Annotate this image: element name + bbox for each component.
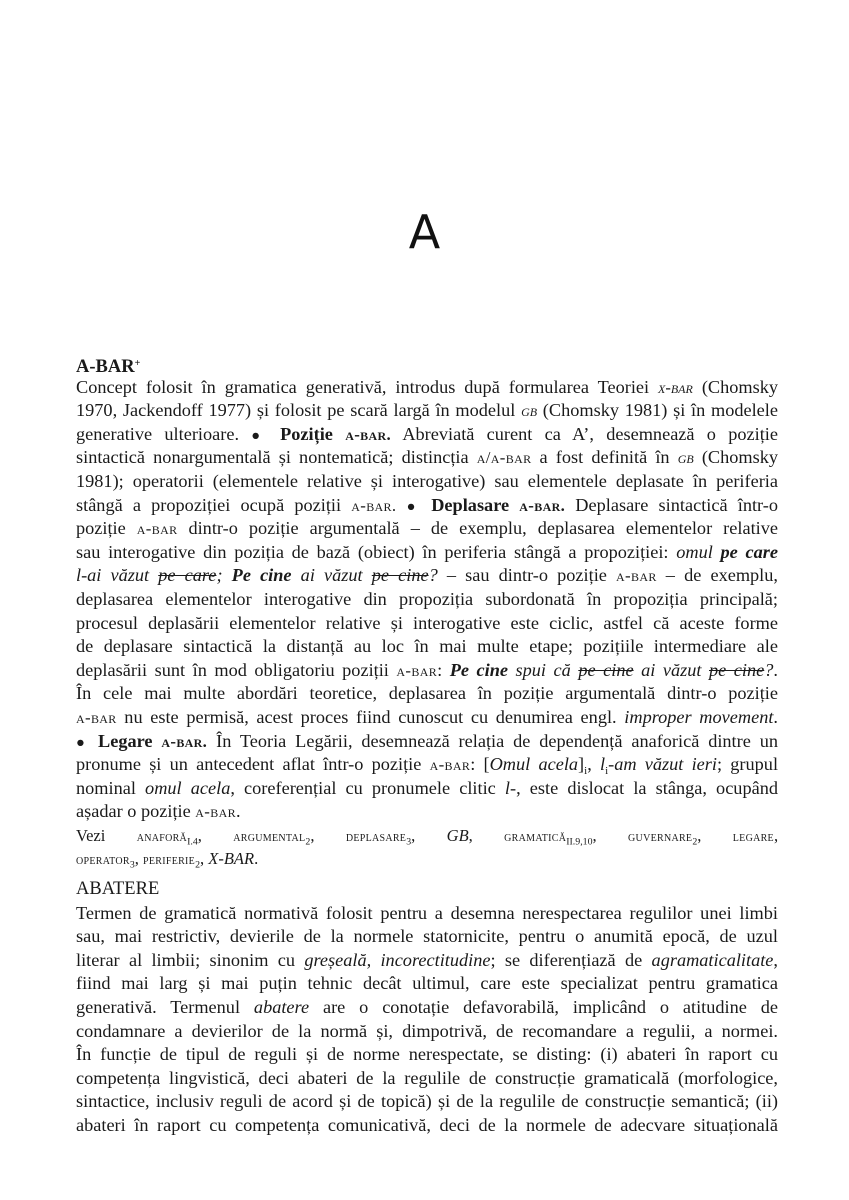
text-line: [76, 541, 778, 565]
text-run: În Teoria Legării, desemnează relația de dependență anaforică dintre un: [207, 730, 778, 751]
text-run: pronume și un antecedent aflat într-o poziție: [76, 754, 430, 775]
sense-index: i: [605, 764, 609, 777]
text-run: l-: [504, 777, 517, 798]
sense-index: I.4: [187, 836, 198, 848]
text-run: [396, 495, 406, 515]
text-run: Termen de gramatică normativă folosit pentru a desemna nerespectarea regulilor unei limbi: [76, 902, 778, 923]
text-run: [333, 424, 345, 444]
cross-reference-term: a-bar: [616, 566, 657, 586]
text-line: [76, 517, 778, 541]
see-also-references: [76, 824, 778, 870]
entry-headword: [76, 352, 778, 376]
text-line: [76, 376, 778, 400]
headword-text: ABATERE: [76, 879, 160, 899]
text-run: ,: [197, 825, 234, 845]
struck-trace: pe care: [158, 565, 217, 586]
sense-index: II.9,10: [566, 836, 593, 848]
text-run: GB: [446, 825, 469, 845]
cross-reference-term: a-bar: [396, 660, 438, 680]
text-run: – sau dintr-o poziție: [437, 565, 617, 586]
text-line: [76, 753, 778, 777]
cross-reference-term: a-bar: [136, 519, 178, 539]
bullet-icon: ●: [406, 498, 422, 515]
cross-reference-term: a/a-bar: [476, 448, 532, 468]
cross-reference-term: x-bar: [658, 377, 693, 397]
text-run: Legare: [98, 730, 153, 751]
cross-reference-term: gb: [521, 401, 538, 421]
text-line: [76, 1090, 778, 1114]
text-run: ai văzut: [633, 659, 710, 680]
text-line: [76, 446, 778, 470]
entry-body: [76, 902, 778, 1138]
text-run: greșeală, incorectitudine: [304, 949, 491, 970]
bullet-icon: ●: [76, 734, 90, 751]
text-run: (Chomsky 1981) și în modelele: [537, 400, 778, 421]
text-run: competența lingvistică, deci abateri de la regulile de construcție gramaticală (morfologice,: [76, 1067, 778, 1088]
text-run: ,: [200, 848, 209, 868]
text-run: stângă a propoziției ocupă poziții: [76, 494, 352, 515]
text-line: [76, 1114, 778, 1138]
text-run: fiind mai larg și mai puțin tehnic decât ultimul, care este specializat pentru gramatica: [76, 973, 778, 994]
sense-index: 2: [195, 859, 201, 871]
text-run: ,: [697, 825, 733, 845]
text-run: are o conotație defavorabilă, implicând o atitudine de: [309, 996, 778, 1017]
text-line: [76, 588, 778, 612]
text-run: ,: [468, 825, 505, 845]
text-run: , coreferențial cu pronumele clitic: [230, 777, 505, 798]
cross-reference-term: a-bar: [76, 707, 117, 727]
text-run: .: [254, 848, 259, 868]
text-run: .: [773, 659, 778, 680]
text-run: ai văzut: [291, 565, 372, 586]
text-line: [76, 612, 778, 636]
cross-reference-term: gb: [677, 448, 694, 468]
entry-headword: [76, 878, 778, 902]
text-run: ,: [411, 825, 447, 845]
cross-reference-term: guvernare: [628, 828, 693, 845]
text-line: [76, 423, 778, 447]
text-run: ,: [773, 949, 778, 970]
struck-trace: pe cine: [578, 659, 634, 680]
cross-reference-term: a-bar.: [345, 424, 392, 444]
text-run: sau, mai restrictiv, devierile de la normele statornicite, pentru o anumită epocă, de uzul: [76, 926, 778, 947]
text-run: omul acela: [145, 777, 231, 798]
text-run: omul: [676, 541, 721, 562]
text-run: (Chomsky: [692, 376, 778, 397]
cross-reference-term: periferie: [143, 851, 196, 868]
dictionary-entry-a-bar: [76, 352, 778, 870]
text-line: [76, 972, 778, 996]
text-line: [76, 902, 778, 926]
cross-reference-term: a-bar: [195, 802, 236, 822]
headword-mark: +: [134, 358, 141, 369]
text-run: ?: [428, 565, 438, 586]
text-run: deplasării sunt în mod obligatoriu poziții: [76, 659, 397, 680]
text-run: l: [600, 754, 606, 775]
text-line: [76, 1020, 778, 1044]
text-run: Deplasare sintactică într-o: [565, 494, 779, 515]
text-run: 1970, Jackendoff 1977) și folosit pe scară largă în modelul: [76, 400, 522, 421]
text-line: [76, 949, 778, 973]
text-run: [421, 495, 431, 515]
text-line: [76, 682, 778, 706]
text-line: [76, 399, 778, 423]
text-run: agramaticalitate: [651, 949, 774, 970]
text-run: ,: [134, 848, 144, 868]
text-run: sau interogative din poziția de bază (obiect) în periferia stângă a propoziției:: [76, 541, 677, 562]
cross-reference-term: a-bar.: [161, 731, 208, 751]
text-line: [76, 659, 778, 683]
cross-reference-term: deplasare: [345, 828, 407, 845]
text-run: În funcție de tipul de reguli și de norme nerespectate, se disting: (i) abateri în raport cu: [76, 1044, 778, 1065]
sense-index: i: [584, 764, 588, 777]
text-run: a fost definită în: [531, 447, 678, 468]
cross-reference-term: legare: [732, 828, 774, 845]
text-run: literar al limbii; sinonim cu: [76, 949, 305, 970]
text-line: [76, 635, 778, 659]
text-run: dintr-o poziție argumentală – de exemplu, deplasarea elementelor relative: [177, 518, 778, 539]
text-run: Vezi: [76, 825, 137, 845]
text-run: sintactică nonargumentală și nontematică; distincția: [76, 447, 477, 468]
text-run: 1981); operatorii (elementele relative și interogative) sau elementele deplasate în periferia: [76, 470, 778, 491]
text-run: -am văzut ieri: [608, 754, 717, 775]
struck-trace: pe cine: [371, 565, 429, 586]
text-run: poziție: [76, 518, 137, 539]
text-run: Concept folosit în gramatica generativă, introdus după formularea Teoriei: [76, 376, 659, 397]
text-run: ; grupul: [717, 754, 779, 775]
text-run: deplasarea elementelor interogative din propoziția subordonată în propoziția principală;: [76, 588, 778, 609]
text-run: pe care: [720, 541, 778, 562]
text-run: Pe cine: [449, 659, 508, 680]
text-run: X-BAR: [208, 848, 255, 868]
text-run: Pe cine: [231, 565, 292, 586]
text-run: În cele mai multe abordări teoretice, deplasarea în poziție argumentală dintr-o poziție: [76, 683, 778, 704]
text-run: – de exemplu,: [656, 565, 778, 586]
text-line: [76, 1043, 778, 1067]
text-run: Deplasare: [431, 494, 510, 515]
sense-index: 3: [406, 836, 412, 848]
text-line: [76, 777, 778, 801]
text-line: [76, 925, 778, 949]
text-run: .: [773, 706, 778, 727]
text-run: ,: [587, 754, 600, 775]
text-run: nominal: [76, 777, 146, 798]
headword-text: A-BAR: [76, 357, 135, 377]
cross-reference-term: anaforă: [136, 828, 188, 845]
text-line: [76, 494, 778, 518]
text-run: (Chomsky: [693, 447, 778, 468]
text-run: [89, 731, 98, 751]
cross-reference-term: gramatică: [504, 828, 567, 845]
text-run: ,: [773, 825, 779, 845]
cross-reference-term: a-bar.: [351, 495, 397, 515]
sense-index: 2: [305, 836, 311, 848]
dictionary-entry-abatere: [76, 878, 778, 1138]
text-run: abateri în raport cu competența comunicativă, deci de la normele de adecvare situațională: [76, 1114, 778, 1135]
text-run: condamnare a devierilor de la normă și, dimpotrivă, de recomandare a regulii, a normei.: [76, 1020, 778, 1041]
cross-reference-term: argumental: [233, 828, 306, 845]
entry-body: [76, 376, 778, 824]
text-run: Poziție: [280, 423, 333, 444]
text-line: [76, 470, 778, 494]
bullet-icon: ●: [251, 427, 268, 444]
text-run: procesul deplasării elementelor relative și interogative este ciclic, astfel că aceste forme: [76, 612, 778, 633]
text-run: , este dislocat la stânga, ocupând: [516, 777, 778, 798]
text-run: spui că: [507, 659, 579, 680]
text-run: : [: [470, 754, 490, 775]
text-run: [268, 424, 280, 444]
text-run: .: [235, 801, 241, 822]
text-run: ;: [216, 565, 232, 586]
sense-index: 3: [129, 859, 135, 871]
struck-trace: pe cine: [709, 659, 765, 680]
text-run: generative ulterioare.: [76, 423, 252, 444]
text-run: ,: [592, 825, 629, 845]
sense-index: 2: [692, 836, 698, 848]
text-run: :: [437, 659, 450, 680]
text-run: așadar o poziție: [76, 801, 196, 822]
text-line: [76, 996, 778, 1020]
text-run: [509, 495, 519, 515]
text-run: ]: [578, 754, 585, 775]
text-run: ,: [310, 825, 346, 845]
text-line: [76, 1067, 778, 1091]
text-line: [76, 564, 778, 588]
text-run: nu este permisă, acest proces fiind cunoscut cu denumirea engl.: [116, 706, 625, 727]
text-line: [76, 800, 778, 824]
text-run: Abreviată curent ca A’, desemnează o poziție: [391, 423, 778, 444]
text-run: ; se diferențiază de: [490, 949, 652, 970]
text-run: l-ai văzut: [76, 565, 159, 586]
see-also-line: [76, 824, 778, 847]
cross-reference-term: a-bar.: [519, 495, 566, 515]
text-run: de deplasare sintactică la distanță au loc în mai multe etape; pozițiile intermediare ale: [76, 636, 778, 657]
section-letter-heading: A: [408, 205, 441, 259]
text-run: sintactice, inclusiv reguli de acord și de topică) și de la regulile de construcție semantică; (ii): [76, 1091, 778, 1112]
cross-reference-term: a-bar: [429, 755, 471, 775]
text-run: ?: [764, 659, 774, 680]
text-line: [76, 730, 778, 754]
text-run: Omul acela: [489, 754, 579, 775]
text-line: [76, 706, 778, 730]
text-run: generativă. Termenul: [76, 996, 254, 1017]
text-run: improper movement: [624, 706, 774, 727]
cross-reference-term: operator: [76, 851, 130, 868]
text-run: abatere: [253, 996, 310, 1017]
see-also-line: [76, 847, 778, 870]
